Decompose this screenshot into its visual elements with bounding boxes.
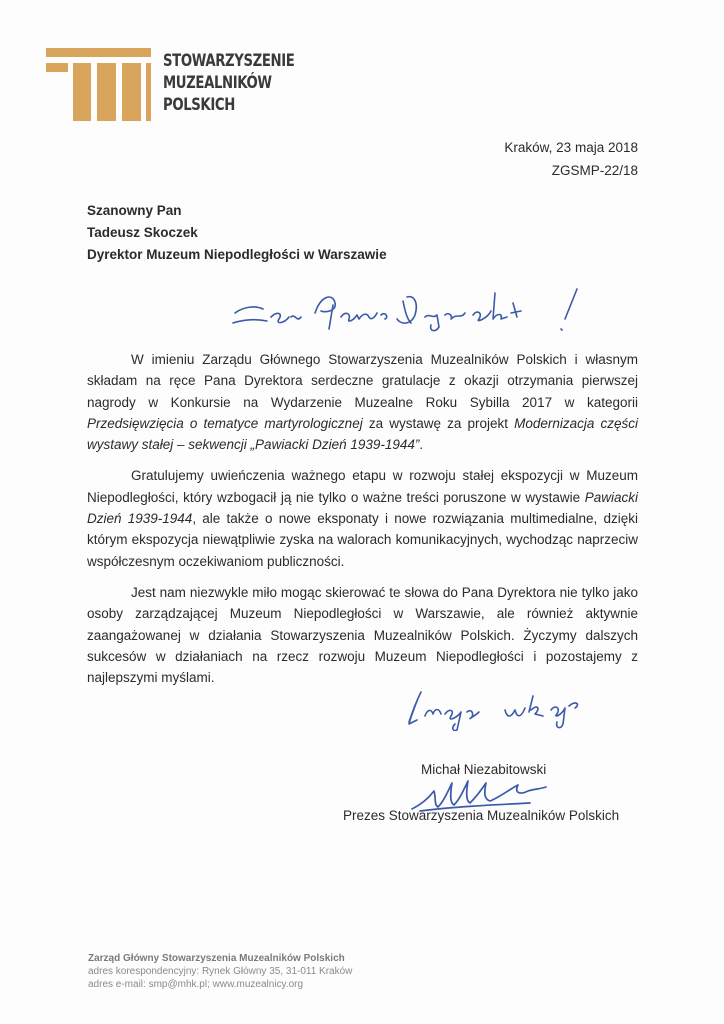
handwritten-greeting: [225, 283, 595, 338]
body-paragraph-2: [87, 465, 638, 571]
reference-number: ZGSMP-22/18: [551, 163, 638, 178]
paragraph-text: W imieniu Zarządu Głównego Stowarzyszenia Muzealników Polskich i własnym składam na ręce Pana Dyrektora serdeczne gratulacje z okazji otrzymania pierwszej nagrody w Konkursie na Wydarzenie Muzealne Roku Sybilla 2017 w kategorii: [87, 352, 638, 410]
body-paragraph-3: [87, 582, 638, 688]
footer-contact: adres e-mail: smp@mhk.pl; www.muzealnicy.org: [88, 979, 304, 990]
logo-line-2: MUZEALNIKÓW: [163, 73, 272, 93]
paragraph-text: za wystawę za projekt: [362, 415, 515, 431]
place-date: Kraków, 23 maja 2018: [504, 140, 638, 155]
handwritten-closing: [405, 686, 595, 731]
letter-meta: [504, 136, 638, 182]
paragraph-text: Gratulujemy uwieńczenia ważnego etapu w rozwoju stałej ekspozycji w Muzeum Niepodległości, który wzbogacił ją nie tylko o ważne treści poruszone w wystawie: [87, 468, 638, 505]
signer-title: Prezes Stowarzyszenia Muzealników Polskich: [343, 808, 620, 823]
footer-address: adres korespondencyjny: Rynek Główny 35, 31-011 Kraków: [88, 966, 353, 977]
body-paragraph-1: [87, 349, 638, 455]
signer-name: Michał Niezabitowski: [421, 762, 547, 777]
paragraph-text: Jest nam niezwykle miło mogąc skierować te słowa do Pana Dyrektora nie tylko jako osoby zarządzającej Muzeum Niepodległości w Warszawie, ale również aktywnie zaangażowanej w działania Stowarzyszenia Muzealników Polskich. Życzymy dalszych sukcesów w działaniach na rzecz rozwoju Muzeum Niepodległości i pozostajemy z najlepszymi myślami.: [87, 584, 638, 686]
paragraph-text: , ale także o nowe eksponaty i nowe rozwiązania multimedialne, dzięki którym ekspozycja niewątpliwie zyska na walorach komunikacyjnych, wychodząc naprzeciw współczesnym oczekiwaniom publiczności.: [87, 511, 639, 569]
recipient-name: Tadeusz Skoczek: [87, 225, 198, 240]
letter-body: [87, 349, 638, 698]
logo-line-1: STOWARZYSZENIE: [163, 51, 295, 71]
footer: [88, 952, 352, 991]
logo-wordmark: [163, 50, 294, 116]
recipient-title: Dyrektor Muzeum Niepodległości w Warszawie: [87, 247, 387, 262]
addressee-block: [87, 200, 387, 266]
italic-title-text: Pawiacki Dzień 1939-1944: [87, 489, 638, 527]
italic-title-text: Przedsięwzięcia o tematyce martyrologicznej: [87, 415, 363, 431]
footer-org: Zarząd Główny Stowarzyszenia Muzealników Polskich: [88, 953, 345, 964]
association-logo: [43, 45, 293, 125]
logo-mark-icon: [43, 45, 153, 125]
salutation-line: Szanowny Pan: [87, 203, 182, 218]
logo-line-3: POLSKICH: [163, 95, 235, 115]
italic-title-text: Modernizacja części wystawy stałej – sekwencji „Pawiacki Dzień 1939-1944”: [87, 415, 639, 453]
paragraph-text: .: [419, 437, 424, 453]
